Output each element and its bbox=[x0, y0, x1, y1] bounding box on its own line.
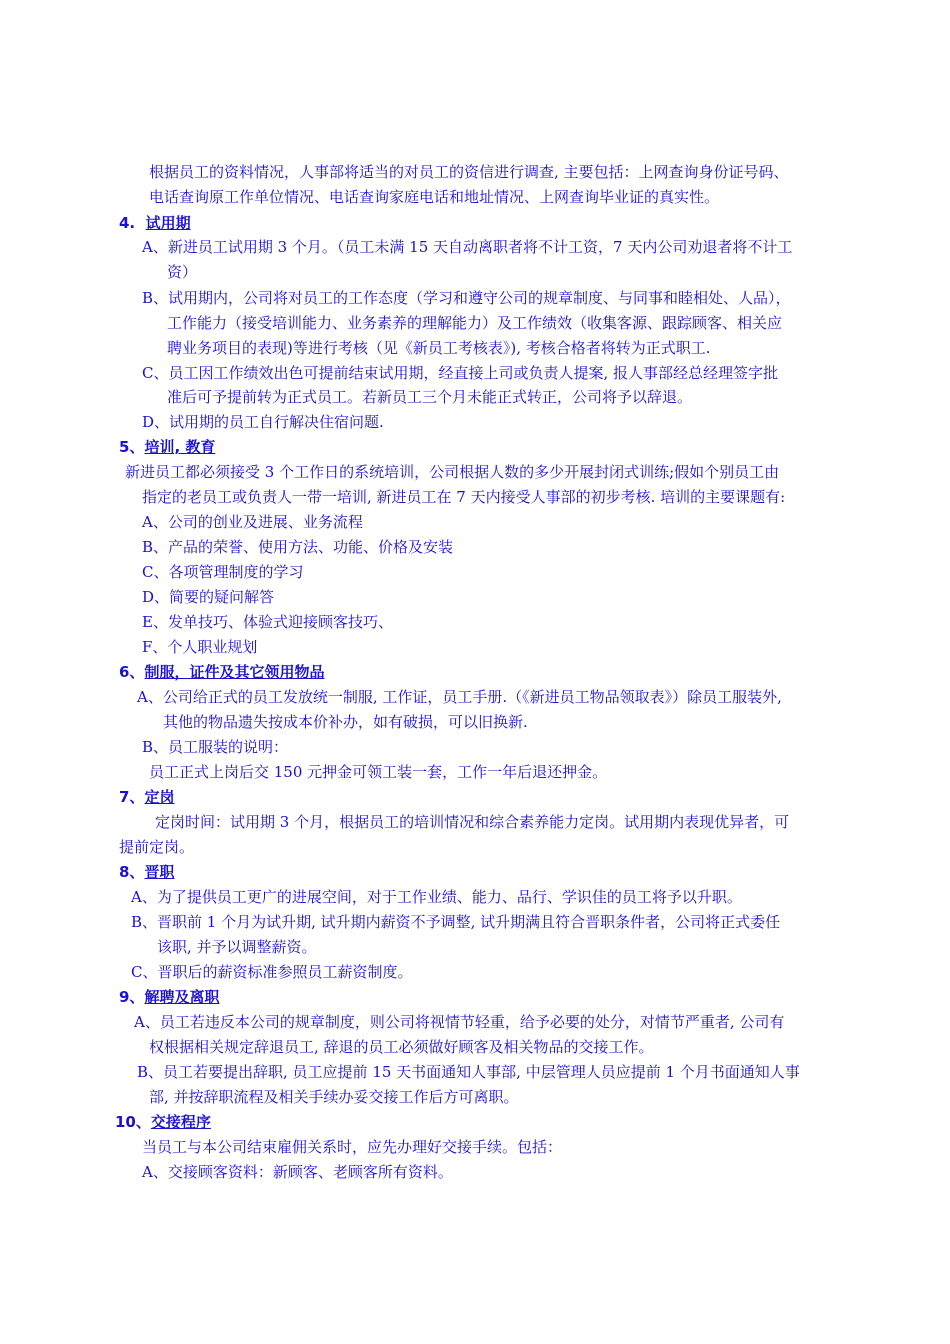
body-line: 工作能力（接受培训能力、业务素养的理解能力）及工作绩效（收集客源、跟踪顾客、相关应 bbox=[167, 314, 783, 332]
body-line: A、公司给正式的员工发放统一制服, 工作证，员工手册.（《新进员工物品领取表》）除员工服装外, bbox=[137, 688, 782, 706]
body-line: A、员工若违反本公司的规章制度，则公司将视情节轻重，给予必要的处分，对情节严重者, 公司有 bbox=[134, 1013, 785, 1031]
body-line: B、员工服装的说明： bbox=[142, 738, 289, 756]
body-line: 提前定岗。 bbox=[119, 838, 195, 856]
body-line: A、为了提供员工更广的进展空间，对于工作业绩、能力、品行、学识佳的员工将予以升职。 bbox=[131, 888, 742, 906]
section-title: 晋职 bbox=[144, 863, 175, 881]
body-line: 聘业务项目的表现)等进行考核（见《新员工考核表》), 考核合格者将转为正式职工. bbox=[167, 339, 711, 357]
body-line: C、晋职后的薪资标准参照员工薪资制度。 bbox=[131, 963, 413, 981]
body-line: B、员工若要提出辞职, 员工应提前 15 天书面通知人事部, 中层管理人员应提前 1 个月书面通知人事 bbox=[137, 1063, 800, 1081]
body-line: 定岗时间：试用期 3 个月，根据员工的培训情况和综合素养能力定岗。试用期内表现优异者，可 bbox=[155, 813, 790, 831]
body-line: D、简要的疑问解答 bbox=[142, 588, 275, 606]
body-line: 当员工与本公司结束雇佣关系时，应先办理好交接手续。包括： bbox=[142, 1138, 563, 1156]
body-line: 指定的老员工或负责人一带一培训, 新进员工在 7 天内接受人事部的初步考核. 培训的主要课题有: bbox=[142, 488, 786, 506]
section-number: 5、 bbox=[119, 438, 145, 456]
section-number: 10、 bbox=[115, 1113, 151, 1131]
body-line: 部, 并按辞职流程及相关手续办妥交接工作后方可离职。 bbox=[149, 1088, 519, 1106]
body-line: 权根据相关规定辞退员工, 辞退的员工必须做好顾客及相关物品的交接工作。 bbox=[149, 1038, 654, 1056]
section-number: 6、 bbox=[119, 663, 145, 681]
section-title: 制服，证件及其它领用物品 bbox=[144, 663, 325, 681]
section-5-heading bbox=[119, 436, 215, 458]
body-line: 准后可予提前转为正式员工。若新员工三个月未能正式转正，公司将予以辞退。 bbox=[167, 388, 693, 406]
body-line: D、试用期的员工自行解决住宿问题. bbox=[142, 413, 384, 431]
intro-line: 根据员工的资料情况，人事部将适当的对员工的资信进行调查, 主要包括：上网查询身份证号码、 bbox=[149, 163, 789, 181]
section-8-heading bbox=[119, 861, 174, 883]
body-line: 该职, 并予以调整薪资。 bbox=[157, 938, 317, 956]
body-line: B、产品的荣誉、使用方法、功能、价格及安装 bbox=[142, 538, 454, 556]
section-4-heading bbox=[119, 212, 191, 234]
intro-line: 电话查询原工作单位情况、电话查询家庭电话和地址情况、上网查询毕业证的真实性。 bbox=[149, 188, 720, 206]
body-line: C、各项管理制度的学习 bbox=[142, 563, 304, 581]
section-number: 9、 bbox=[119, 988, 145, 1006]
section-6-heading bbox=[119, 661, 324, 683]
body-line: A、新进员工试用期 3 个月。（员工未满 15 天自动离职者将不计工资，7 天内公司劝退者将不计工 bbox=[142, 238, 793, 256]
section-title: 培训, 教育 bbox=[144, 438, 216, 456]
body-line: E、发单技巧、体验式迎接顾客技巧、 bbox=[142, 613, 393, 631]
section-number: 8、 bbox=[119, 863, 145, 881]
section-7-heading bbox=[119, 786, 174, 808]
section-9-heading bbox=[119, 986, 219, 1008]
body-line: 其他的物品遗失按成本价补办，如有破损，可以旧换新. bbox=[163, 713, 528, 731]
body-line: A、交接顾客资料：新顾客、老顾客所有资料。 bbox=[142, 1163, 453, 1181]
body-line: 资） bbox=[167, 263, 198, 281]
body-line: B、试用期内，公司将对员工的工作态度（学习和遵守公司的规章制度、与同事和睦相处、人品）， bbox=[142, 289, 791, 307]
body-line: A、公司的创业及进展、业务流程 bbox=[142, 513, 363, 531]
body-line: B、晋职前 1 个月为试升期, 试升期内薪资不予调整, 试升期满且符合晋职条件者，公司将正式委任 bbox=[131, 913, 781, 931]
section-title: 交接程序 bbox=[150, 1113, 211, 1131]
section-title: 定岗 bbox=[144, 788, 175, 806]
section-10-heading bbox=[115, 1111, 211, 1133]
body-line: F、个人职业规划 bbox=[142, 638, 258, 656]
section-title: 解聘及离职 bbox=[144, 988, 220, 1006]
body-line: 员工正式上岗后交 150 元押金可领工装一套，工作一年后退还押金。 bbox=[149, 763, 608, 781]
section-title: 试用期 bbox=[145, 214, 191, 232]
body-line: 新进员工都必须接受 3 个工作日的系统培训，公司根据人数的多少开展封闭式训练;假如个别员工由 bbox=[125, 463, 780, 481]
section-number: 4. bbox=[119, 214, 136, 232]
body-line: C、员工因工作绩效出色可提前结束试用期，经直接上司或负责人提案, 报人事部经总经理签字批 bbox=[142, 364, 779, 382]
section-number: 7、 bbox=[119, 788, 145, 806]
